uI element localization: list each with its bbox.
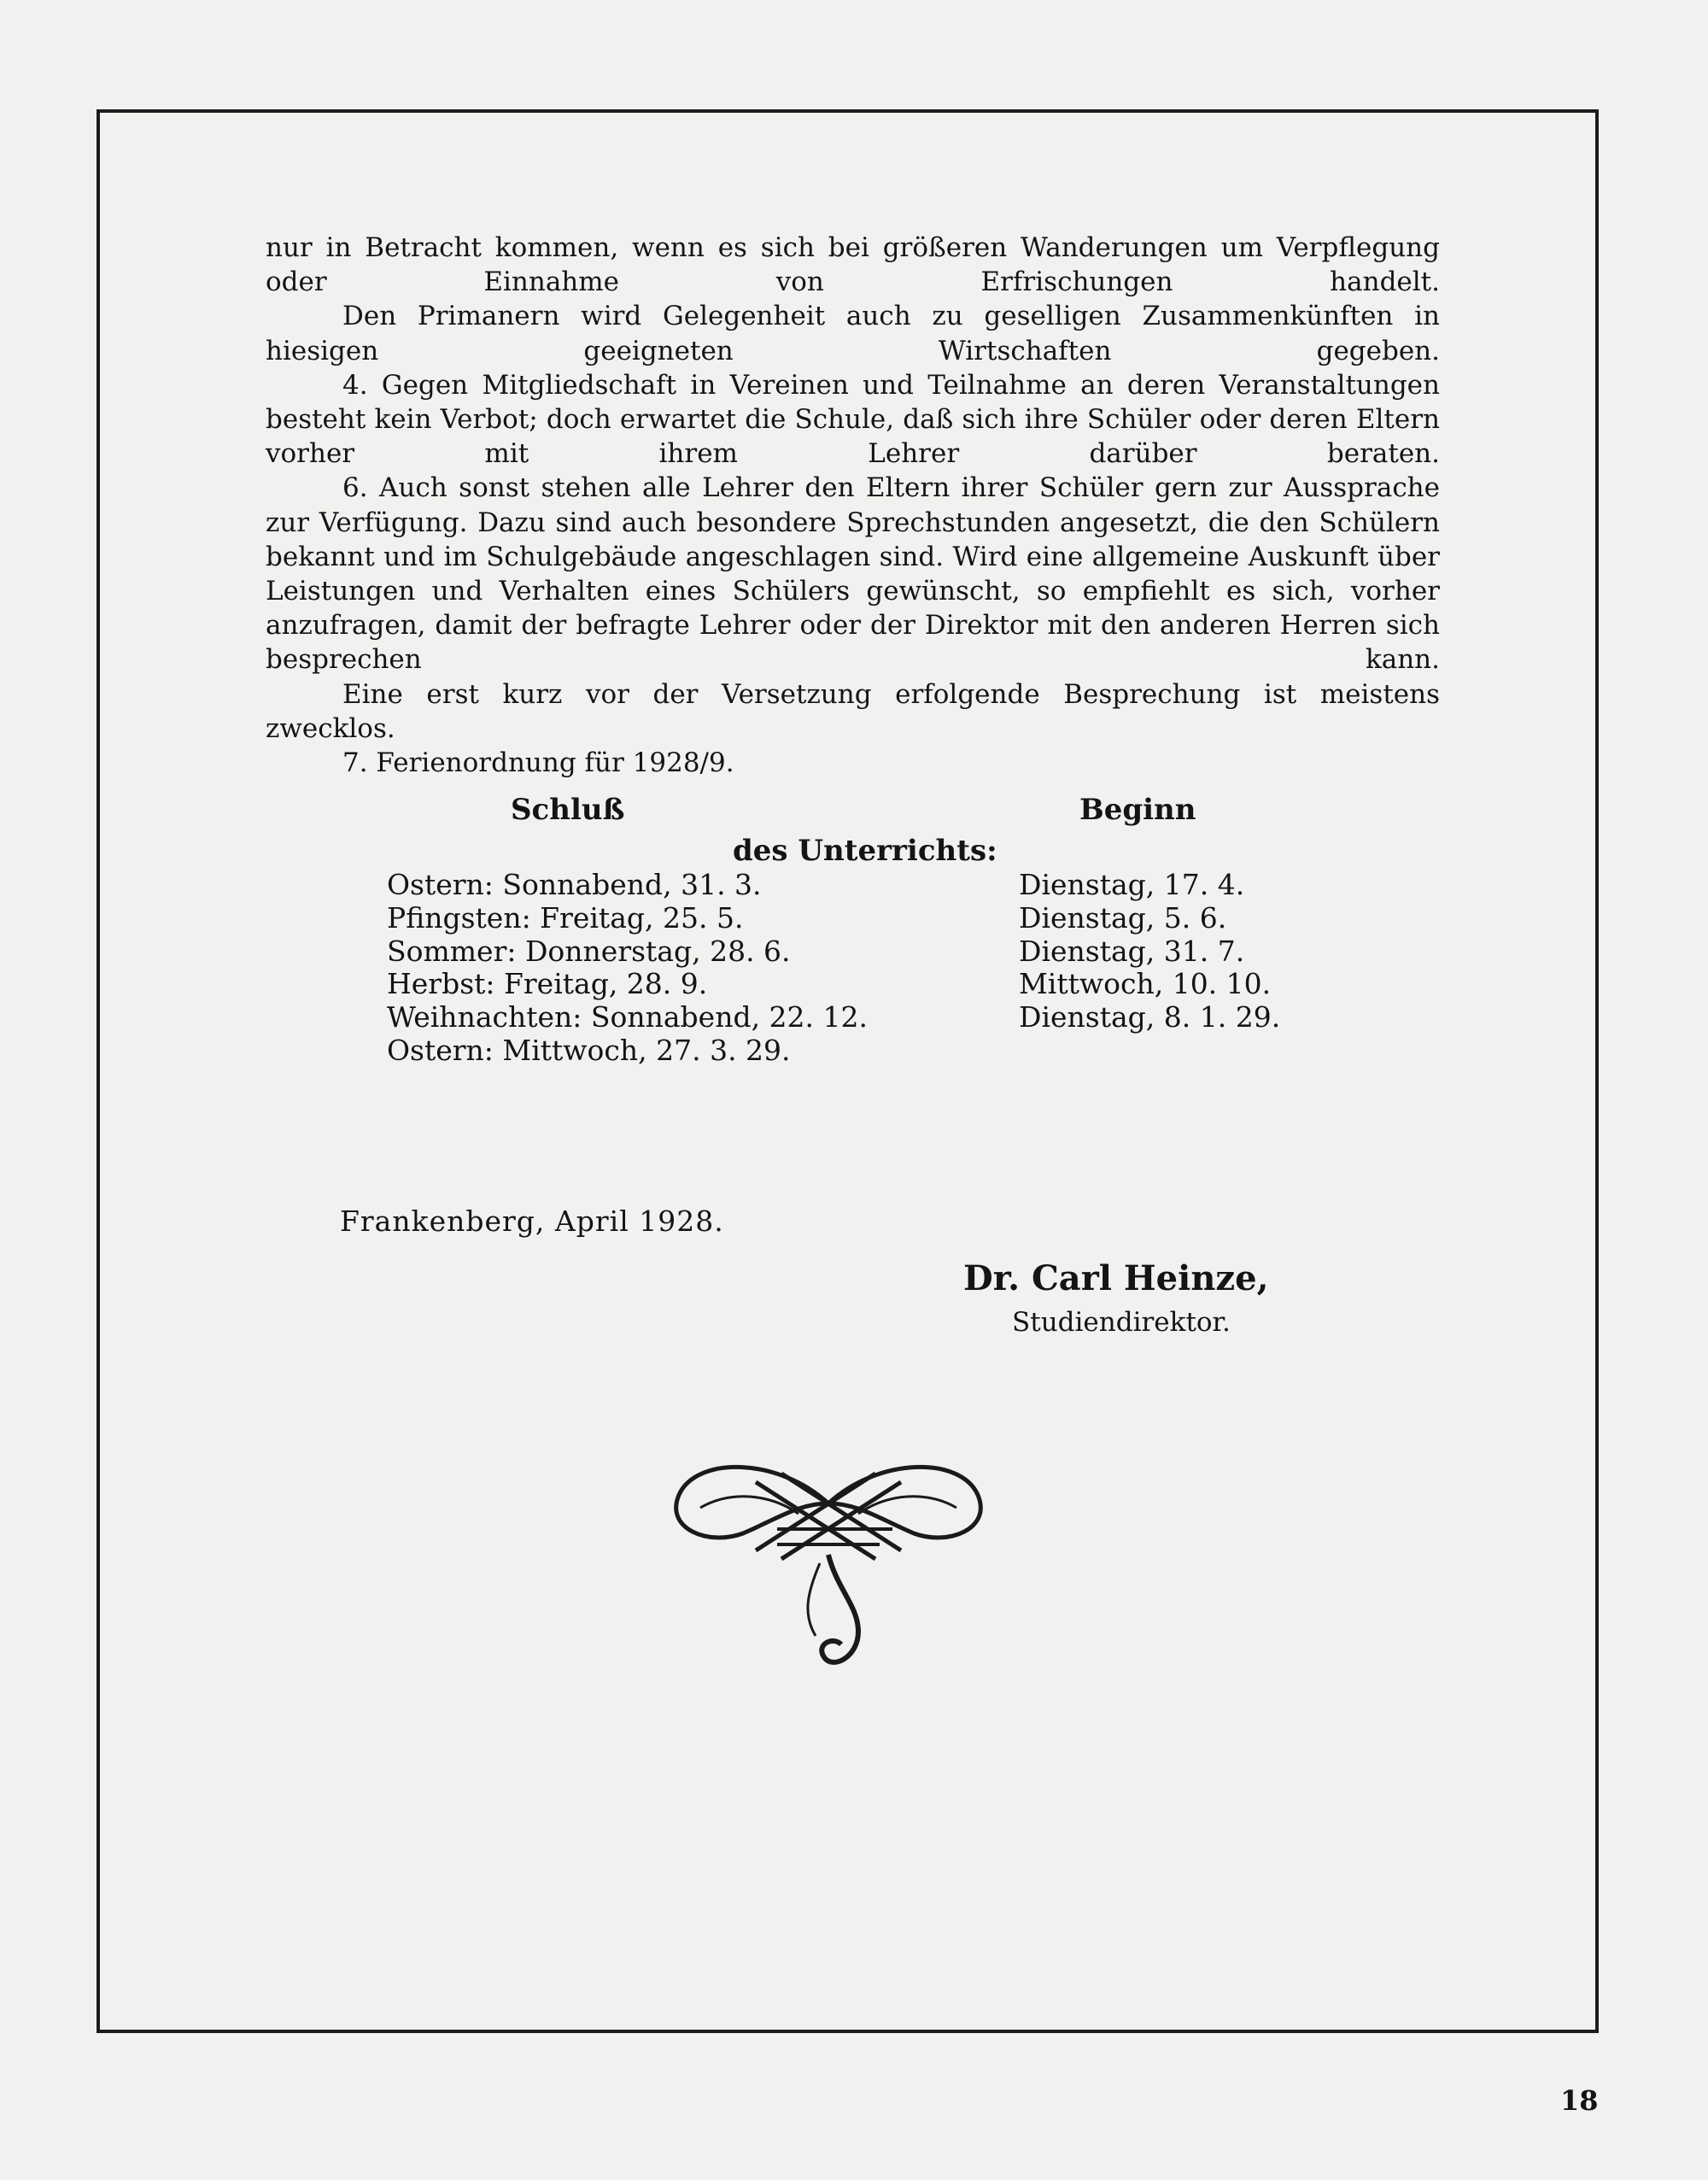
schedule-end-cell: Herbst: Freitag, 28. 9. — [387, 967, 708, 1001]
paragraph-4: 6. Auch sonst stehen alle Lehrer den Eltern ihrer Schüler gern zur Aussprache zur Verfügung. Dazu sind auch besondere Sprechstunden angesetzt, die den Schülern bekannt und im Schulgebäude angeschlagen sind. Wird eine allgemeine Auskunft über Leistungen und Verhalten eines Schülers gewünscht, so empfiehlt es sich, vorher anzufragen, damit der befragte Lehrer oder der Direktor mit den anderen Herren sich besprechen kann. — [266, 472, 1440, 676]
schedule-start-cell: Dienstag, 31. 7. — [1019, 934, 1245, 968]
paragraph-3: 4. Gegen Mitgliedschaft in Vereinen und Teilnahme an deren Veranstaltungen besteht kein Verbot; doch erwartet die Schule, daß sich ihre Schüler oder deren Eltern vorher mit ihrem Lehrer darüber beraten. — [266, 369, 1440, 470]
schedule-start-cell: Dienstag, 17. 4. — [1019, 868, 1245, 901]
schedule-heading-end: Schluß — [511, 793, 625, 827]
schedule-heading-sub: des Unterrichts: — [733, 834, 997, 868]
schedule-start-cell: Dienstag, 5. 6. — [1019, 900, 1227, 935]
flourish-ornament-icon — [649, 1444, 1008, 1691]
page-number: 18 — [1560, 2084, 1599, 2117]
signature-title: Studiendirektor. — [1012, 1307, 1231, 1338]
schedule-end-cell: Ostern: Mittwoch, 27. 3. 29. — [387, 1033, 791, 1067]
schedule-row — [387, 1034, 1326, 1067]
section-heading-ferienordnung: 7. Ferienordnung für 1928/9. — [342, 747, 734, 779]
schedule-row — [387, 901, 1326, 935]
body-text — [266, 231, 1440, 780]
schedule-end-cell: Weihnachten: Sonnabend, 22. 12. — [387, 1000, 868, 1034]
schedule-end-cell: Sommer: Donnerstag, 28. 6. — [387, 934, 791, 968]
place-date: Frankenberg, April 1928. — [340, 1204, 724, 1238]
schedule-start-cell: Mittwoch, 10. 10. — [1019, 967, 1272, 1001]
schedule-heading-start: Beginn — [1079, 793, 1196, 827]
paragraph-1: nur in Betracht kommen, wenn es sich bei größeren Wanderungen um Verpflegung oder Einnahme von Erfrischungen handelt. — [266, 232, 1440, 298]
schedule-start-cell: Dienstag, 8. 1. 29. — [1019, 1000, 1281, 1034]
schedule-row — [387, 967, 1326, 1000]
schedule-end-cell: Pfingsten: Freitag, 25. 5. — [387, 900, 744, 935]
paragraph-5: Eine erst kurz vor der Versetzung erfolgende Besprechung ist meistens zwecklos. — [266, 678, 1440, 744]
paragraph-2: Den Primanern wird Gelegenheit auch zu geselligen Zusammenkünften in hiesigen geeigneten Wirtschaften gegeben. — [266, 301, 1440, 366]
holiday-schedule — [387, 868, 1326, 1067]
schedule-row — [387, 868, 1326, 901]
schedule-row — [387, 1000, 1326, 1034]
signature-name: Dr. Carl Heinze, — [963, 1258, 1269, 1298]
schedule-heading — [340, 776, 1196, 878]
schedule-end-cell: Ostern: Sonnabend, 31. 3. — [387, 868, 762, 901]
schedule-row — [387, 935, 1326, 968]
